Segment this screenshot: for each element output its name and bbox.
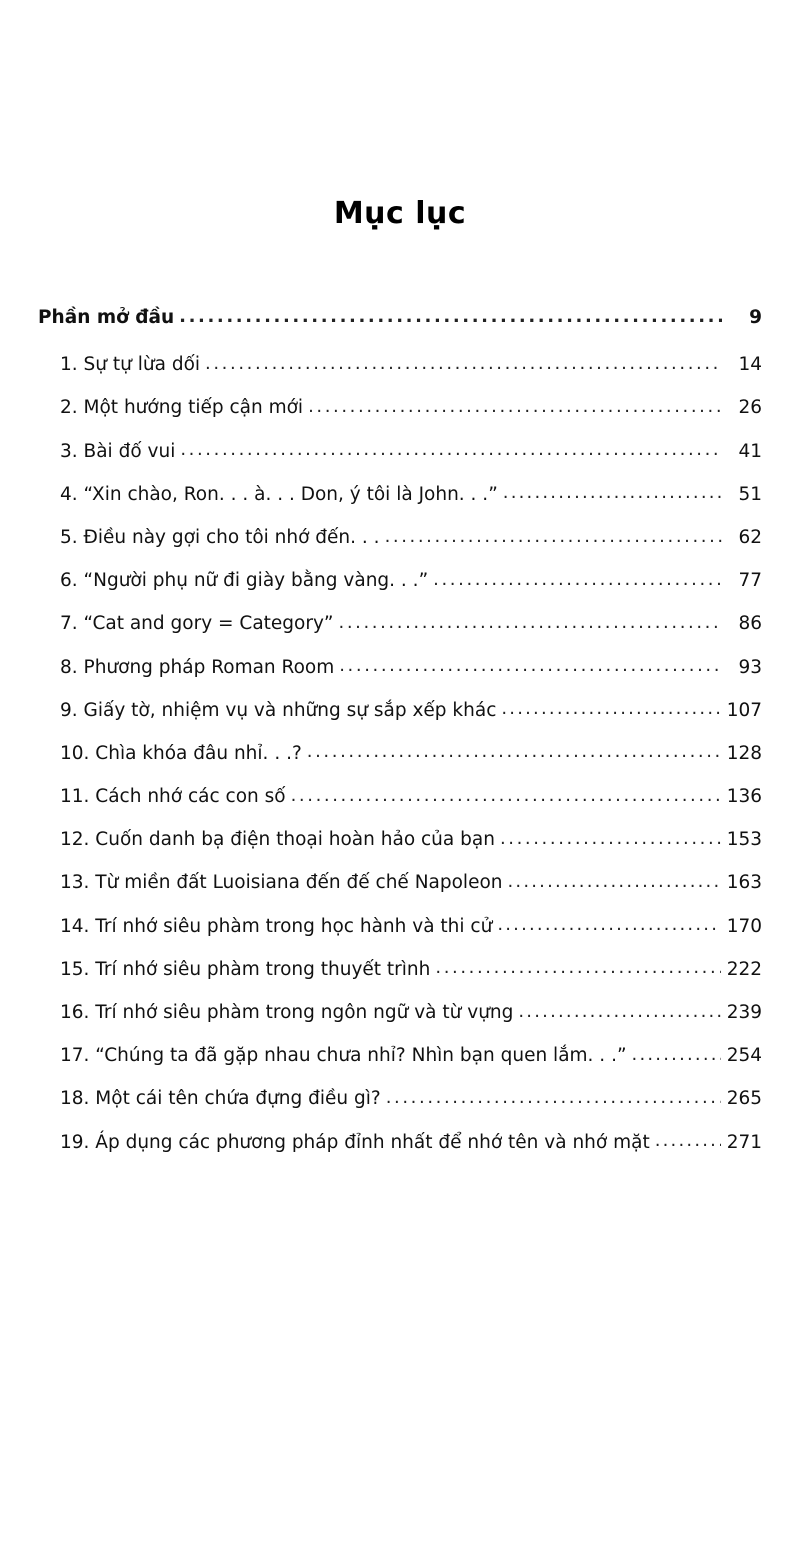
- toc-entry-label: 15. Trí nhớ siêu phàm trong thuyết trình: [60, 958, 431, 980]
- toc-leader-dots: [508, 871, 721, 893]
- toc-entry[interactable]: [38, 570, 762, 592]
- toc-entry[interactable]: [38, 700, 762, 722]
- toc-entry-page: 239: [726, 1002, 762, 1023]
- toc-entry-label: 13. Từ miền đất Luoisiana đến đế chế Napoleon: [60, 872, 503, 894]
- toc-entry[interactable]: [38, 354, 762, 376]
- toc-entry[interactable]: [38, 441, 762, 463]
- toc-entry[interactable]: [38, 1002, 762, 1024]
- toc-leader-dots: [500, 828, 721, 850]
- toc-leader-dots: [632, 1044, 721, 1066]
- toc-entry[interactable]: [38, 1088, 762, 1110]
- toc-entry[interactable]: [38, 397, 762, 419]
- toc-leader-dots: [433, 569, 722, 591]
- page-title: Mục lục: [333, 196, 467, 231]
- toc-entry[interactable]: [38, 1045, 762, 1067]
- toc-leader-dots: [180, 439, 722, 461]
- toc-entry-page: 93: [738, 656, 762, 678]
- toc-entry-page: 86: [738, 613, 762, 635]
- toc-leader-dots: [308, 396, 722, 418]
- toc-entry-page: 271: [726, 1131, 762, 1153]
- toc-entry[interactable]: [38, 527, 762, 549]
- toc-entry-page: 136: [726, 786, 762, 808]
- toc-entry-label: 2. Một hướng tiếp cận mới: [60, 397, 304, 419]
- toc-entry[interactable]: [38, 1132, 762, 1154]
- toc-entry-page: 9: [749, 307, 762, 328]
- toc-entry-label: 3. Bài đố vui: [60, 440, 176, 462]
- toc-entry-label: 5. Điều này gợi cho tôi nhớ đến. . .: [60, 526, 380, 548]
- toc-entry-page: 265: [726, 1088, 762, 1110]
- toc-entry[interactable]: [38, 786, 762, 808]
- toc-entry-label: 4. “Xin chào, Ron. . . à. . . Don, ý tôi là John. . .”: [60, 483, 498, 505]
- toc-entry[interactable]: [38, 916, 762, 938]
- toc-entry-page: 153: [726, 829, 762, 851]
- toc-entry[interactable]: [38, 959, 762, 981]
- toc-leader-dots: [386, 1087, 721, 1109]
- toc-leader-dots: [291, 785, 721, 807]
- toc-entry-page: 254: [726, 1045, 762, 1067]
- toc-page: [0, 196, 800, 1557]
- toc-entry-label: 19. Áp dụng các phương pháp đỉnh nhất để nhớ tên và nhớ mặt: [60, 1131, 650, 1153]
- toc-leader-dots: [501, 698, 720, 720]
- toc-entry-label: 14. Trí nhớ siêu phàm trong học hành và thi cử: [60, 915, 493, 937]
- toc-entry-page: 128: [726, 742, 762, 764]
- toc-entry-label: 6. “Người phụ nữ đi giày bằng vàng. . .”: [60, 570, 429, 592]
- toc-entry-page: 41: [738, 440, 762, 462]
- toc-entry-label: 10. Chìa khóa đâu nhỉ. . .?: [60, 742, 302, 764]
- toc-entry-label: 12. Cuốn danh bạ điện thoại hoàn hảo của bạn: [60, 829, 495, 851]
- toc-entry-page: 51: [738, 483, 762, 505]
- toc-entry-label: 17. “Chúng ta đã gặp nhau chưa nhỉ? Nhìn bạn quen lắm. . .”: [60, 1045, 627, 1067]
- toc-entry[interactable]: [38, 613, 762, 635]
- toc-entry[interactable]: [38, 307, 762, 329]
- toc-leader-dots: [385, 526, 722, 548]
- toc-entry-label: 7. “Cat and gory = Category”: [60, 613, 334, 635]
- toc-entry-label: 11. Cách nhớ các con số: [60, 786, 286, 808]
- toc-list: [38, 307, 762, 1154]
- toc-entry-label: 8. Phương pháp Roman Room: [60, 656, 335, 678]
- toc-leader-dots: [435, 957, 720, 979]
- toc-entry[interactable]: [38, 657, 762, 679]
- toc-entry-page: 222: [726, 958, 762, 980]
- toc-entry-page: 107: [726, 699, 762, 721]
- toc-entry-page: 77: [738, 570, 762, 592]
- toc-leader-dots: [205, 353, 722, 375]
- toc-entry[interactable]: [38, 829, 762, 851]
- toc-leader-dots: [339, 612, 723, 634]
- toc-entry-page: 14: [738, 354, 762, 376]
- toc-entry-label: 16. Trí nhớ siêu phàm trong ngôn ngữ và từ vựng: [60, 1002, 514, 1023]
- toc-leader-dots: [655, 1130, 721, 1152]
- toc-entry[interactable]: [38, 484, 762, 506]
- toc-entry-page: 26: [738, 397, 762, 419]
- toc-entry-label: 18. Một cái tên chứa đựng điều gì?: [60, 1088, 381, 1110]
- toc-leader-dots: [497, 914, 720, 936]
- toc-leader-dots: [307, 741, 721, 763]
- toc-entry-page: 62: [738, 526, 762, 548]
- toc-leader-dots: [518, 1001, 720, 1023]
- toc-leader-dots: [179, 306, 722, 328]
- toc-entry-label: 1. Sự tự lừa dối: [60, 354, 201, 376]
- toc-leader-dots: [503, 482, 722, 504]
- toc-entry-page: 163: [726, 872, 762, 894]
- toc-entry[interactable]: [38, 872, 762, 894]
- toc-entry-label: 9. Giấy tờ, nhiệm vụ và những sự sắp xếp khác: [60, 699, 497, 721]
- toc-entry-page: 170: [726, 915, 762, 937]
- toc-leader-dots: [339, 655, 722, 677]
- toc-entry-label: Phần mở đầu: [38, 307, 175, 328]
- toc-entry[interactable]: [38, 743, 762, 765]
